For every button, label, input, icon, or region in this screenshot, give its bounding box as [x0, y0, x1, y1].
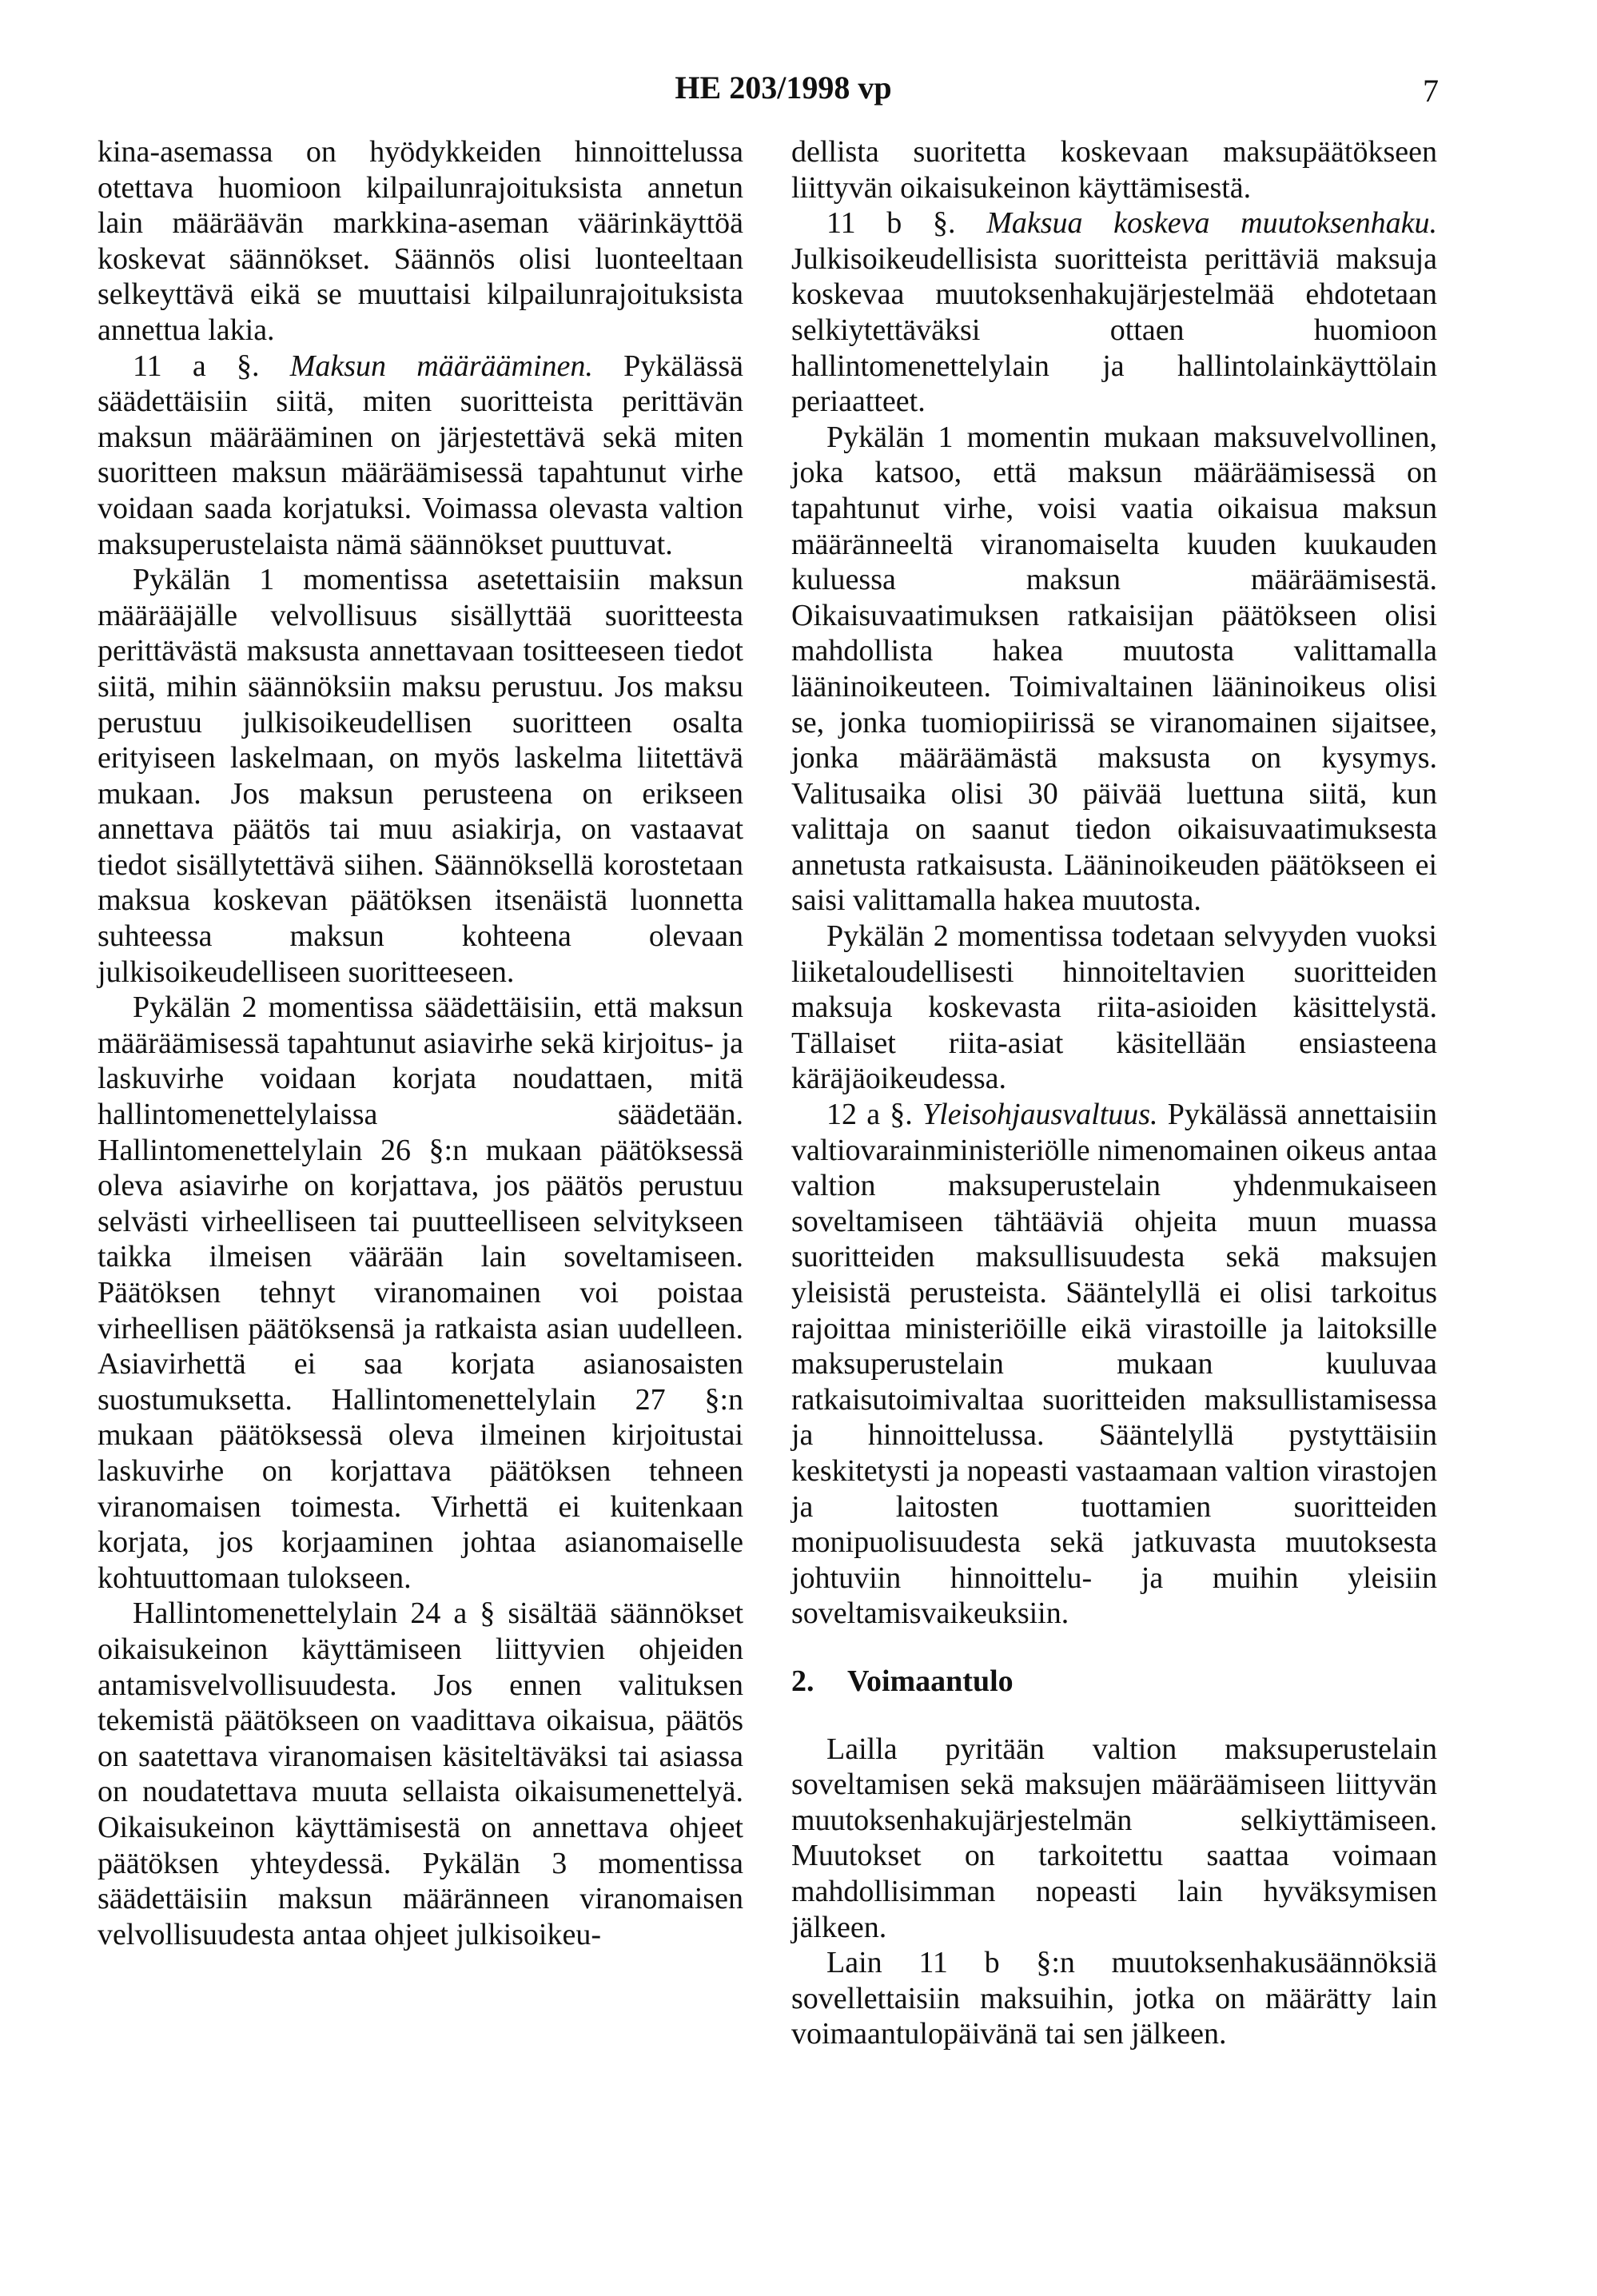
section-number: 12 a §. — [826, 1098, 913, 1132]
paragraph-text: Pykälässä annettaisiin valtiovarainministeriölle nimenomainen oikeus antaa valtion maksuperustelain yhdenmukaiseen soveltamiseen tähtääviä ohjeita muun muassa suoritteiden maksullisuudesta sekä maksujen yleisistä perusteista. Sääntelyllä ei olisi tarkoitus rajoittaa ministeriöille eikä virastoille ja laitoksille maksuperustelain mukaan kuuluvaa ratkaisutoimivaltaa suoritteiden maksullistamisessa ja hinnoittelussa. Sääntelyllä pystyttäisiin keskitetysti ja nopeasti vastaamaan valtion virastojen ja laitosten tuottamien suoritteiden monipuolisuudesta sekä jatkuvasta muutoksesta johtuviin hinnoittelu- ja muihin yleisiin soveltamisvaikeuksiin. — [791, 1098, 1438, 1631]
paragraph — [791, 1097, 1437, 1632]
paragraph: Hallintomenettelylain 24 a § sisältää säännökset oikaisukeinon käyttämiseen liittyvien ohjeiden antamisvelvollisuudesta. Jos ennen valituksen tekemistä päätökseen on vaadittava oikaisua, päätös on saatettava viranomaisen käsiteltäväksi tai asiassa on noudatettava muuta sellaista oikaisumenettelyä. Oikaisukeinon käyttämisestä on annettava ohjeet päätöksen yhteydessä. Pykälän 3 momentissa säädettäisiin maksun määränneen viranomaisen velvollisuudesta antaa ohjeet julkisoikeu- — [98, 1596, 743, 1951]
paragraph: Lailla pyritään valtion maksuperustelain soveltamisen sekä maksujen määräämiseen liittyvän muutoksenhakujärjestelmän selkiyttämiseen. Muutokset on tarkoitettu saattaa voimaan mahdollisimman nopeasti lain hyväksymisen jälkeen. — [791, 1732, 1437, 1944]
paragraph: Pykälän 1 momentissa asetettaisiin maksun määrääjälle velvollisuus sisällyttää suoritteesta perittävästä maksusta annettavaan tositteeseen tiedot siitä, mihin säännöksiin maksu perustuu. Jos maksu perustuu julkisoikeudellisen suoritteen osalta erityiseen laskelmaan, on myös laskelma liitettävä mukaan. Jos maksun perusteena on erikseen annettava päätös tai muu asiakirja, on vastaavat tiedot sisällytettävä siihen. Säännöksellä korostetaan maksua koskevan päätöksen itsenäistä luonnetta suhteessa maksun kohteena olevaan julkisoikeudelliseen suoritteeseen. — [98, 563, 743, 989]
heading-title: Voimaantulo — [847, 1664, 1014, 1698]
paragraph: dellista suoritetta koskevaan maksupäätökseen liittyvän oikaisukeinon käyttämisestä. — [791, 135, 1437, 205]
paragraph: Pykälän 2 momentissa todetaan selvyyden vuoksi liiketaloudellisesti hinnoiteltavien suoritteiden maksuja koskevasta riita-asioiden käsittelystä. Tällaiset riita-asiat käsitellään ensiasteena käräjäoikeudessa. — [791, 919, 1437, 1096]
paragraph: Lain 11 b §:n muutoksenhakusäännöksiä sovellettaisiin maksuihin, jotka on määrätty lain voimaantulopäivänä tai sen jälkeen. — [791, 1946, 1437, 2051]
page-number: 7 — [1423, 73, 1439, 109]
section-heading — [791, 1664, 1437, 1700]
page-header — [128, 69, 1439, 117]
document-title: HE 203/1998 vp — [675, 70, 892, 106]
paragraph: kina-asemassa on hyödykkeiden hinnoittelussa otettava huomioon kilpailunrajoituksista annetun lain määräävän markkina-aseman väärinkäyttöä koskevat säännökset. Säännös olisi luonteeltaan selkeyttävä eikä se muuttaisi kilpailunrajoituksista annettua lakia. — [98, 135, 743, 347]
paragraph-text: Julkisoikeudellisista suoritteista perittäviä maksuja koskevaa muutoksenhakujärjestelmää ehdotetaan selkiytettäväksi ottaen huomioon hallintomenettelylain ja hallintolainkäyttölain periaatteet. — [791, 241, 1437, 419]
section-title: Yleisohjausvaltuus. — [922, 1098, 1158, 1132]
section-number: 11 a §. — [133, 349, 260, 383]
section-title: Maksua koskeva muutoksenhaku. — [986, 206, 1438, 241]
section-title: Maksun määrääminen. — [289, 349, 593, 383]
paragraph — [98, 349, 743, 563]
paragraph: Pykälän 1 momentin mukaan maksuvelvollinen, joka katsoo, että maksun määräämisessä on tapahtunut virhe, voisi vaatia oikaisua maksun määränneeltä viranomaiselta kuuden kuukauden kuluessa maksun määräämisestä. Oikaisuvaatimuksen ratkaisijan päätökseen olisi mahdollista hakea muutosta valittamalla lääninoikeuteen. Toimivaltainen lääninoikeus olisi se, jonka tuomiopiirissä se viranomainen sijaitsee, jonka määräämästä maksusta on kysymys. Valitusaika olisi 30 päivää luettuna siitä, kun valittaja on saanut tiedon oikaisuvaatimuksesta annetusta ratkaisusta. Lääninoikeuden päätökseen ei saisi valittamalla hakea muutosta. — [791, 420, 1437, 918]
section-number: 11 b §. — [826, 206, 956, 241]
paragraph-text: Pykälässä säädettäisiin siitä, miten suoritteista perittävän maksun määrääminen on järjestettävä sekä miten suoritteen maksun määräämisessä tapahtunut virhe voidaan saada korjatuksi. Voimassa olevasta valtion maksuperustelaista nämä säännökset puuttuvat. — [98, 349, 743, 561]
right-column — [791, 134, 1437, 2052]
paragraph — [791, 205, 1437, 420]
paragraph: Pykälän 2 momentissa säädettäisiin, että maksun määräämisessä tapahtunut asiavirhe sekä kirjoitus- ja laskuvirhe voidaan korjata noudattaen, mitä hallintomenettelylaissa säädetään. Hallintomenettelylain 26 §:n mukaan päätöksessä oleva asiavirhe on korjattava, jos päätös perustuu selvästi virheelliseen tai puutteelliseen selvitykseen taikka ilmeisen väärään lain soveltamiseen. Päätöksen tehnyt viranomainen voi poistaa virheellisen päätöksensä ja ratkaista asian uudelleen. Asiavirhettä ei saa korjata asianosaisten suostumuksetta. Hallintomenettelylain 27 §:n mukaan päätöksessä oleva ilmeinen kirjoitustai laskuvirhe on korjattava päätöksen tehneen viranomaisen toimesta. Virhettä ei kuitenkaan korjata, jos korjaaminen johtaa asianomaiselle kohtuuttomaan tulokseen. — [98, 991, 743, 1595]
left-column — [98, 134, 743, 1952]
heading-number: 2. — [791, 1664, 814, 1698]
